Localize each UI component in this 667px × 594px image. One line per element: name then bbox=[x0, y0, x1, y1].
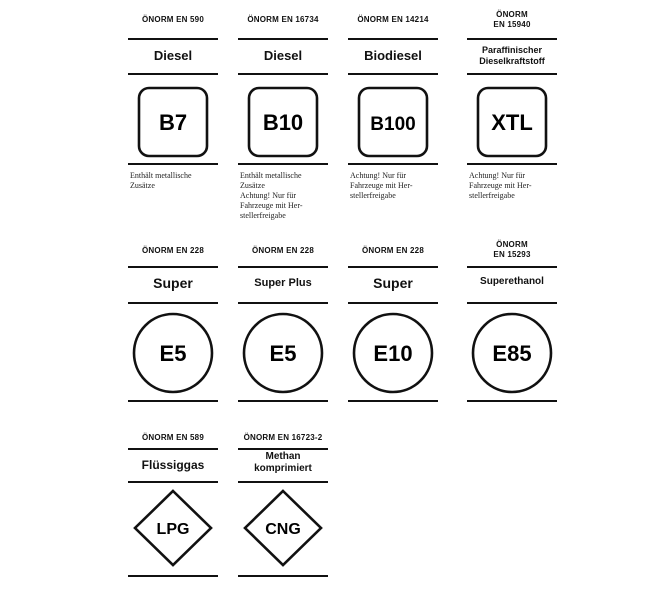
standard-code: ÖNORM EN 16734 bbox=[247, 15, 319, 24]
divider bbox=[238, 163, 328, 165]
divider bbox=[467, 163, 557, 165]
symbol-text: XTL bbox=[491, 110, 533, 135]
standard-code: ÖNORM EN 14214 bbox=[357, 15, 429, 24]
label-b10 bbox=[238, 0, 328, 240]
fuel-name: Super bbox=[373, 275, 413, 291]
symbol-text: E5 bbox=[269, 341, 297, 366]
standard-code: ÖNORM EN 590 bbox=[142, 15, 204, 24]
fuel-name: Paraffinischer Dieselkraftstoff bbox=[479, 45, 545, 66]
standard-code: ÖNORM EN 228 bbox=[252, 246, 314, 255]
divider bbox=[348, 73, 438, 75]
symbol-text: E85 bbox=[492, 341, 532, 366]
symbol-text: E5 bbox=[159, 341, 187, 366]
fuel-name: Diesel bbox=[263, 48, 303, 63]
divider bbox=[128, 73, 218, 75]
divider bbox=[467, 73, 557, 75]
label-superplus-e5 bbox=[238, 238, 328, 408]
standard-code: ÖNORM EN 228 bbox=[362, 246, 424, 255]
fuel-symbol-square bbox=[128, 78, 218, 168]
divider bbox=[128, 266, 218, 268]
note-text: Achtung! Nur für Fahrzeuge mit Her- stellerfreigabe bbox=[350, 171, 413, 200]
fuel-name: Diesel bbox=[153, 48, 193, 63]
fuel-name: Super Plus bbox=[254, 277, 312, 289]
divider bbox=[238, 575, 328, 577]
divider bbox=[238, 400, 328, 402]
divider bbox=[128, 163, 218, 165]
fuel-name: Methan komprimiert bbox=[254, 451, 312, 474]
divider bbox=[238, 73, 328, 75]
symbol-text: CNG bbox=[265, 521, 301, 538]
fuel-symbol-square bbox=[348, 78, 438, 168]
symbol-text: E10 bbox=[373, 341, 413, 366]
fuel-symbol-circle bbox=[348, 308, 438, 398]
label-b100 bbox=[348, 0, 438, 240]
symbol-text: LPG bbox=[156, 521, 190, 538]
divider bbox=[238, 38, 328, 40]
label-super-e5 bbox=[128, 238, 218, 408]
divider bbox=[128, 400, 218, 402]
divider bbox=[348, 38, 438, 40]
fuel-symbol-circle bbox=[467, 308, 557, 398]
note-text: Enthält metallische Zusätze bbox=[130, 171, 192, 190]
symbol-text: B7 bbox=[158, 110, 188, 135]
standard-code: ÖNORM EN 15293 bbox=[493, 240, 531, 259]
note-text: Achtung! Nur für Fahrzeuge mit Her- stellerfreigabe bbox=[469, 171, 532, 200]
divider bbox=[348, 302, 438, 304]
divider bbox=[348, 400, 438, 402]
fuel-symbol-square bbox=[467, 78, 557, 168]
fuel-symbol-square bbox=[238, 78, 328, 168]
standard-code: ÖNORM EN 16723-2 bbox=[243, 433, 323, 442]
fuel-symbol-circle bbox=[128, 308, 218, 398]
label-cng bbox=[238, 425, 328, 585]
fuel-symbol-diamond bbox=[238, 483, 328, 573]
fuel-symbol-circle bbox=[238, 308, 328, 398]
divider bbox=[238, 266, 328, 268]
label-superethanol-e85 bbox=[467, 238, 557, 408]
note-text: Enthält metallische Zusätze Achtung! Nur für Fahrzeuge mit Her- stellerfreigabe bbox=[240, 171, 303, 220]
divider bbox=[128, 38, 218, 40]
fuel-name: Biodiesel bbox=[364, 48, 422, 63]
label-lpg bbox=[128, 425, 218, 585]
symbol-text: B10 bbox=[262, 110, 304, 135]
label-b7 bbox=[128, 0, 218, 240]
standard-code: ÖNORM EN 228 bbox=[142, 246, 204, 255]
divider bbox=[238, 302, 328, 304]
divider bbox=[238, 448, 328, 450]
fuel-name: Flüssiggas bbox=[141, 458, 205, 472]
label-super-e10 bbox=[348, 238, 438, 408]
divider bbox=[128, 575, 218, 577]
standard-code: ÖNORM EN 15940 bbox=[493, 10, 531, 29]
divider bbox=[348, 163, 438, 165]
divider bbox=[467, 302, 557, 304]
fuel-name: Superethanol bbox=[480, 276, 544, 287]
divider bbox=[467, 38, 557, 40]
divider bbox=[348, 266, 438, 268]
symbol-text: B100 bbox=[370, 114, 416, 135]
fuel-name: Super bbox=[153, 275, 193, 291]
divider bbox=[467, 400, 557, 402]
divider bbox=[128, 448, 218, 450]
standard-code: ÖNORM EN 589 bbox=[142, 433, 204, 442]
divider bbox=[467, 266, 557, 268]
fuel-symbol-diamond bbox=[128, 483, 218, 573]
label-xtl bbox=[467, 0, 557, 240]
divider bbox=[128, 302, 218, 304]
